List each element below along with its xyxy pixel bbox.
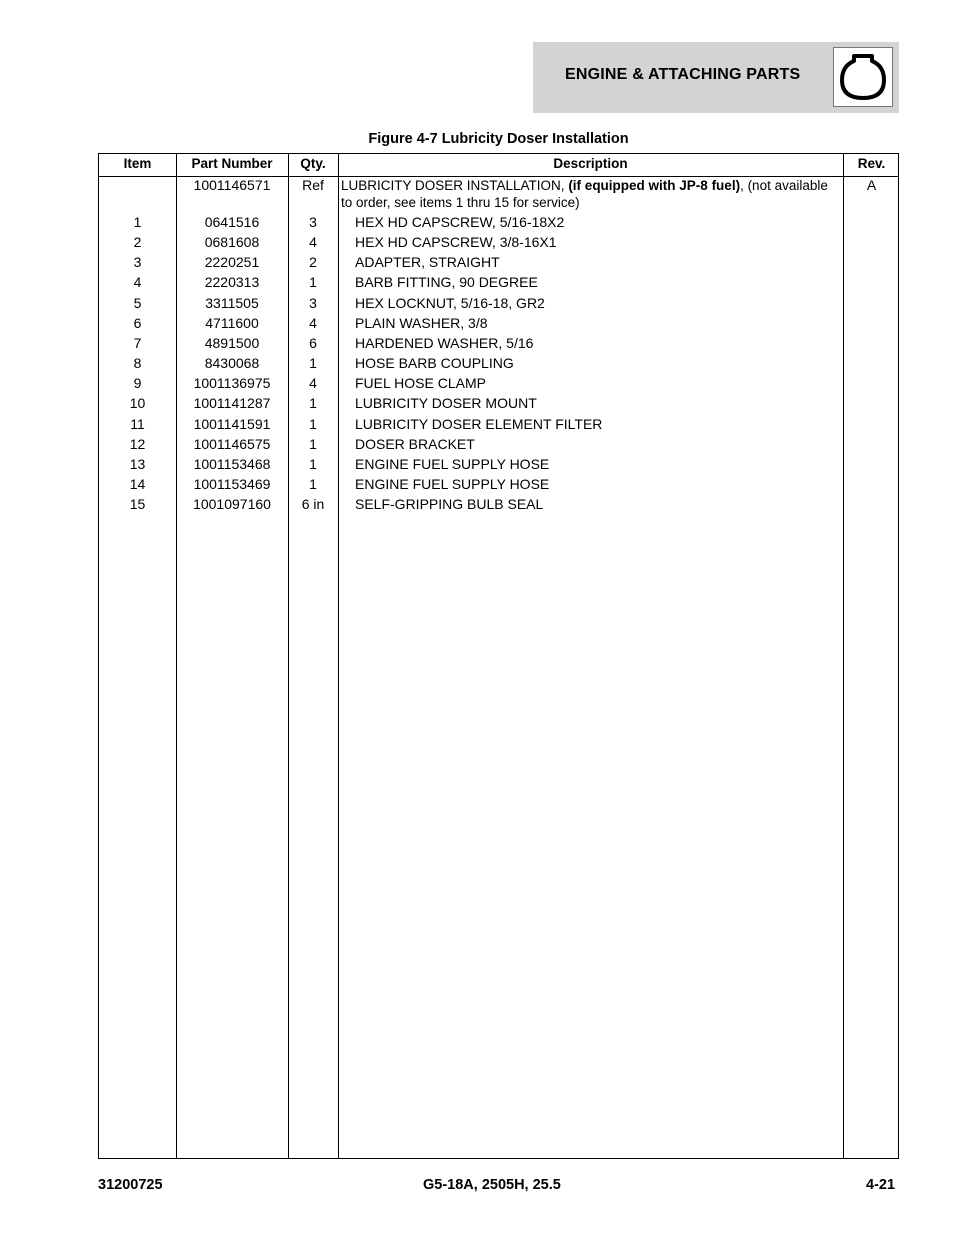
part-number: 0681608 (204, 234, 260, 251)
part-number: 1001153468 (193, 455, 271, 472)
description: ENGINE FUEL SUPPLY HOSE (355, 455, 550, 472)
parts-table (98, 153, 899, 1159)
item-number: 4 (133, 274, 142, 291)
part-number: 4711600 (205, 314, 259, 331)
column-header-item: Item (123, 156, 152, 171)
description: PLAIN WASHER, 3/8 (355, 314, 488, 331)
column-header-description: Description (553, 156, 628, 171)
quantity: 1 (309, 274, 317, 291)
description: BARB FITTING, 90 DEGREE (355, 274, 538, 291)
item-number: 9 (133, 375, 142, 392)
quantity: 1 (309, 395, 317, 412)
quantity: 1 (309, 455, 317, 472)
part-number: 3311505 (205, 294, 259, 311)
quantity: 2 (309, 254, 317, 271)
footer-model: G5-18A, 2505H, 25.5 (423, 1177, 561, 1193)
item-number: 5 (133, 294, 142, 311)
description: LUBRICITY DOSER MOUNT (355, 395, 537, 412)
column-header-rev: Rev. (857, 156, 886, 171)
description: DOSER BRACKET (355, 435, 475, 452)
description-note: (if equipped with JP-8 fuel) (568, 178, 741, 193)
item-number: 2 (133, 234, 142, 251)
quantity: 1 (309, 355, 317, 371)
item-number: 12 (129, 435, 146, 452)
quantity: Ref (302, 177, 324, 193)
part-number: 1001146571 (193, 177, 271, 193)
description: HEX HD CAPSCREW, 5/16-18X2 (355, 214, 565, 230)
item-number: 8 (133, 355, 142, 371)
quantity: 1 (309, 415, 317, 432)
figure-title: Figure 4-7 Lubricity Doser Installation (368, 131, 629, 147)
description: HEX LOCKNUT, 5/16-18, GR2 (355, 294, 545, 311)
quantity: 4 (309, 234, 317, 251)
description-text: , (not available to order, see items 1 thru 15 for service) (341, 178, 828, 210)
item-number: 13 (129, 455, 146, 472)
part-number: 8430068 (204, 355, 260, 371)
part-number: 1001097160 (193, 496, 271, 513)
part-number: 1001136975 (193, 375, 271, 392)
item-number: 11 (130, 415, 145, 432)
column-divider (338, 154, 339, 1158)
section-title: ENGINE & ATTACHING PARTS (565, 66, 801, 83)
item-number: 10 (129, 395, 146, 412)
part-number: 1001146575 (193, 435, 271, 452)
item-number: 1 (133, 214, 142, 230)
footer-page-number: 4-21 (866, 1177, 896, 1193)
part-number: 1001141287 (193, 395, 271, 412)
description: HOSE BARB COUPLING (355, 355, 514, 371)
quantity: 4 (309, 314, 317, 331)
part-number: 2220313 (204, 274, 260, 291)
footer-doc-number: 31200725 (98, 1177, 163, 1193)
description: SELF-GRIPPING BULB SEAL (355, 496, 544, 513)
quantity: 6 in (301, 496, 325, 513)
item-number: 6 (133, 314, 142, 331)
part-number: 1001141591 (193, 415, 271, 432)
quantity: 4 (309, 375, 317, 392)
column-header-part-number: Part Number (191, 156, 273, 171)
description: LUBRICITY DOSER ELEMENT FILTER (355, 415, 603, 432)
item-number: 15 (129, 496, 146, 513)
description: ENGINE FUEL SUPPLY HOSE (355, 475, 550, 492)
quantity: 3 (309, 294, 317, 311)
revision: A (866, 177, 877, 193)
description: HARDENED WASHER, 5/16 (355, 334, 534, 351)
quantity: 1 (309, 435, 317, 452)
assembly-description (341, 177, 841, 211)
quantity: 6 (309, 334, 317, 351)
part-number: 1001153469 (193, 475, 271, 492)
item-number: 3 (133, 254, 142, 271)
quantity: 3 (309, 214, 317, 230)
description: FUEL HOSE CLAMP (355, 375, 486, 392)
description: ADAPTER, STRAIGHT (355, 254, 500, 271)
part-number: 0641516 (204, 214, 260, 230)
section-header (533, 42, 899, 113)
item-number: 14 (129, 475, 146, 492)
quantity: 1 (309, 475, 317, 492)
item-number: 7 (133, 334, 142, 351)
engine-icon (833, 47, 893, 107)
column-header-qty: Qty. (300, 156, 326, 171)
description-text: LUBRICITY DOSER INSTALLATION, (341, 178, 569, 193)
part-number: 4891500 (204, 334, 260, 351)
description: HEX HD CAPSCREW, 3/8-16X1 (355, 234, 557, 251)
part-number: 2220251 (204, 254, 260, 271)
